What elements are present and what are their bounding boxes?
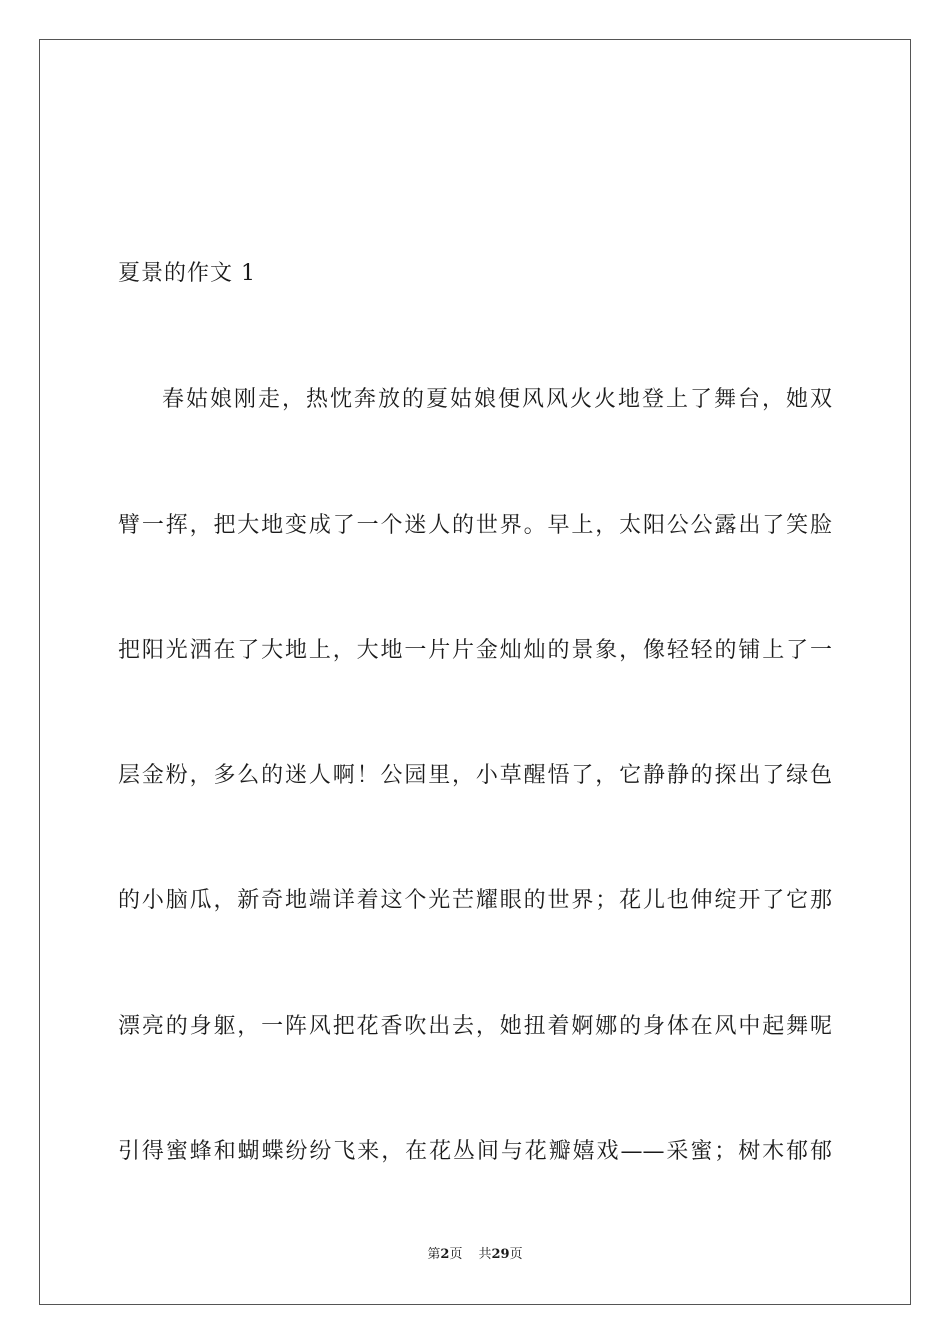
- page-border: [39, 39, 911, 1305]
- current-page-number: 2: [440, 1247, 450, 1262]
- page-label-prefix: 第: [427, 1247, 441, 1262]
- total-page-count: 29: [491, 1247, 510, 1262]
- paragraph-line: 漂亮的身躯，一阵风把花香吹出去，她扭着婀娜的身体在风中起舞呢: [118, 1014, 832, 1039]
- paragraph-line: 引得蜜蜂和蝴蝶纷纷飞来，在花丛间与花瓣嬉戏——采蜜；树木郁郁: [118, 1139, 832, 1164]
- paragraph-line: 臂一挥，把大地变成了一个迷人的世界。早上，太阳公公露出了笑脸: [118, 513, 832, 538]
- paragraph-line: 春姑娘刚走，热忱奔放的夏姑娘便风风火火地登上了舞台，她双: [162, 387, 832, 412]
- total-label-suffix: 页: [509, 1247, 523, 1262]
- paragraph-line: 把阳光洒在了大地上，大地一片片金灿灿的景象，像轻轻的铺上了一: [118, 638, 832, 663]
- paragraph-line: 层金粉，多么的迷人啊！公园里，小草醒悟了，它静静的探出了绿色: [118, 763, 832, 788]
- page-label-suffix: 页: [449, 1247, 463, 1262]
- total-label-prefix: 共: [478, 1247, 492, 1262]
- page-footer: [0, 1246, 950, 1264]
- paragraph-line: 的小脑瓜，新奇地端详着这个光芒耀眼的世界；花儿也伸绽开了它那: [118, 888, 832, 913]
- document-title: 夏景的作文 1: [118, 261, 256, 286]
